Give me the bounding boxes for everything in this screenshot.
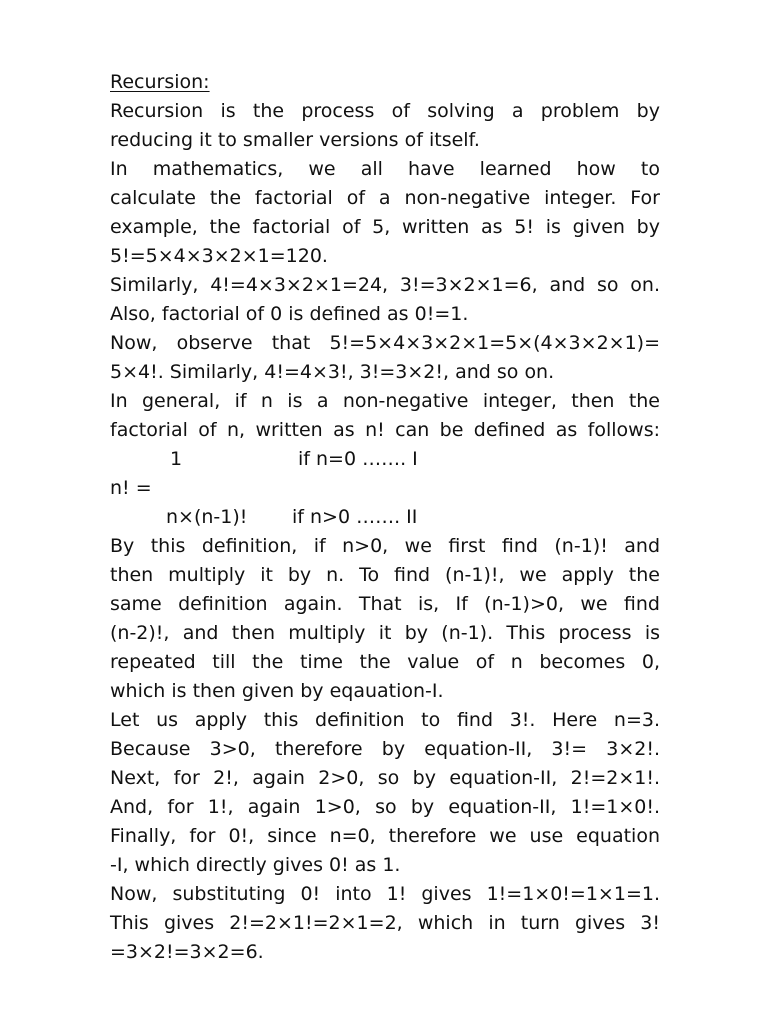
text-line: Also, factorial of 0 is defined as 0!=1. [110,303,469,325]
text-line: Similarly, 4!=4×3×2×1=24, 3!=3×2×1=6, and so on. [110,274,660,296]
text-line: In general, if n is a non-negative integer, then the [110,390,660,412]
text-line: Next, for 2!, again 2>0, so by equation-II, 2!=2×1!. [110,767,660,789]
text-line: which is then given by eqauation-I. [110,680,444,702]
text-line: 5!=5×4×3×2×1=120. [110,245,328,267]
text-line: Because 3>0, therefore by equation-II, 3!= 3×2!. [110,738,660,760]
text-line: same definition again. That is, If (n-1)>0, we find [110,593,660,615]
definition-lhs-row [110,474,660,503]
case-1-condition: if n=0 ……. I [298,448,418,470]
text-line: 5×4!. Similarly, 4!=4×3!, 3!=3×2!, and so on. [110,361,555,383]
text-line: Recursion is the process of solving a problem by [110,100,660,122]
case-1-value: 1 [170,448,183,470]
text-line: Now, substituting 0! into 1! gives 1!=1×0!=1×1=1. [110,883,660,905]
definition-case-2 [110,503,660,532]
text-line: then multiply it by n. To find (n-1)!, we apply the [110,564,660,586]
text-line: factorial of n, written as n! can be defined as follows: [110,419,660,441]
document-body [110,68,660,967]
text-line: By this definition, if n>0, we first find (n-1)! and [110,535,660,557]
text-line: And, for 1!, again 1>0, so by equation-II, 1!=1×0!. [110,796,660,818]
definition-lhs: n! = [110,477,152,499]
case-2-value: n×(n-1)! [166,506,248,528]
case-2-condition: if n>0 ……. II [292,506,418,528]
text-line: =3×2!=3×2=6. [110,941,264,963]
text-line: (n-2)!, and then multiply it by (n-1). This process is [110,622,660,644]
section-title: Recursion: [110,71,210,93]
text-line: example, the factorial of 5, written as 5! is given by [110,216,660,238]
definition-case-1 [110,445,660,474]
text-line: calculate the factorial of a non-negative integer. For [110,187,660,209]
text-line: Finally, for 0!, since n=0, therefore we use equation [110,825,660,847]
text-line: In mathematics, we all have learned how to [110,158,660,180]
text-line: Let us apply this definition to find 3!. Here n=3. [110,709,660,731]
text-line: reducing it to smaller versions of itself. [110,129,480,151]
text-line: This gives 2!=2×1!=2×1=2, which in turn gives 3! [110,912,660,934]
text-line: -I, which directly gives 0! as 1. [110,854,401,876]
text-line: repeated till the time the value of n becomes 0, [110,651,660,673]
text-line: Now, observe that 5!=5×4×3×2×1=5×(4×3×2×1)= [110,332,660,354]
